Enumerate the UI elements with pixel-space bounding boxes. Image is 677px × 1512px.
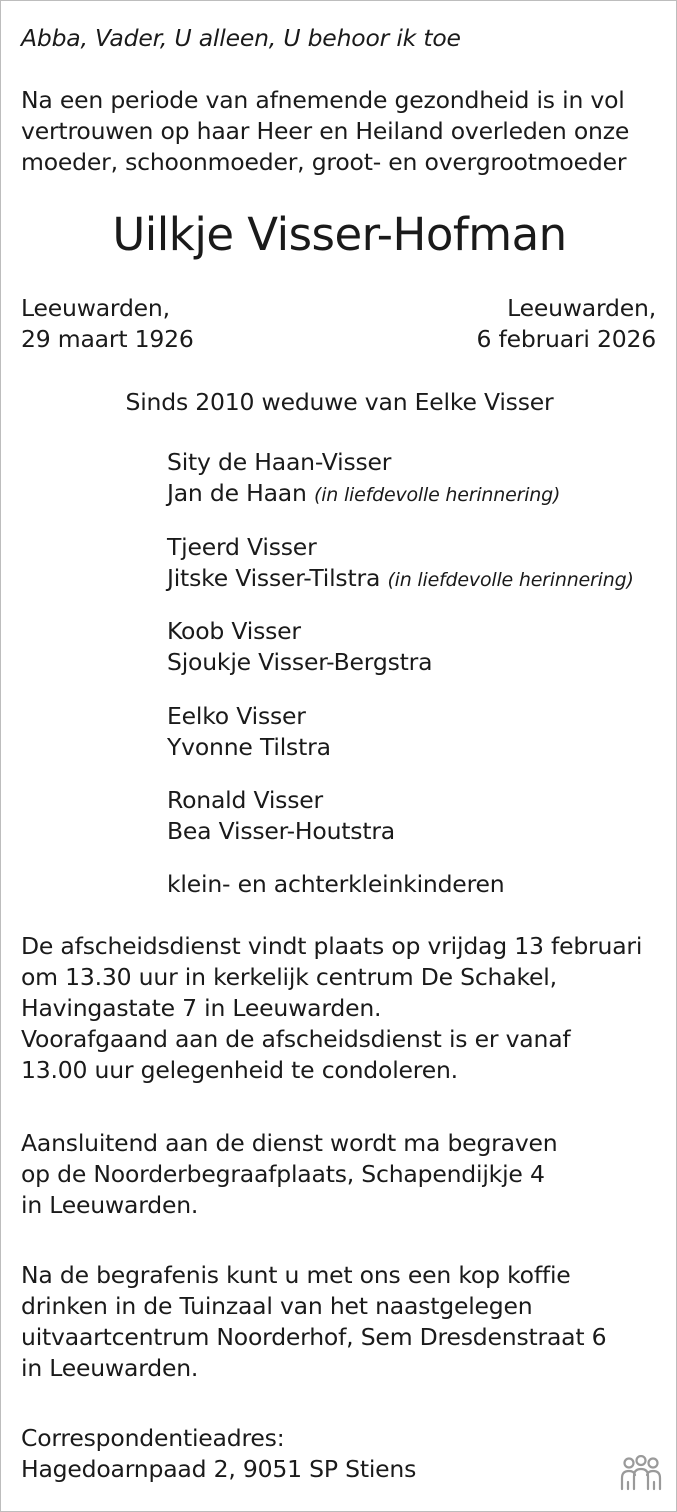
- coffee-line: in Leeuwarden.: [21, 1354, 199, 1382]
- intro-line: moeder, schoonmoeder, groot- en overgrootmoeder: [21, 148, 627, 176]
- correspondence-address: Hagedoarnpaad 2, 9051 SP Stiens: [21, 1455, 417, 1483]
- family-entry: [167, 616, 432, 678]
- birth-info: [21, 293, 194, 355]
- memorial-note: (in liefdevolle herinnering): [314, 484, 561, 506]
- family-member-partner: Jitske Visser-Tilstra (in liefdevolle herinnering): [167, 564, 634, 592]
- service-paragraph: [21, 931, 642, 1086]
- people-group-icon: [618, 1455, 664, 1493]
- burial-line: op de Noorderbegraafplaats, Schapendijkje 4: [21, 1160, 545, 1188]
- family-entry: [167, 447, 560, 511]
- coffee-line: Na de begrafenis kunt u met ons een kop koffie: [21, 1261, 571, 1289]
- motto: Abba, Vader, U alleen, U behoor ik toe: [21, 24, 461, 52]
- burial-paragraph: [21, 1128, 557, 1221]
- service-line: Havingastate 7 in Leeuwarden.: [21, 994, 382, 1022]
- family-member-partner: Sjoukje Visser-Bergstra: [167, 648, 433, 676]
- coffee-paragraph: [21, 1260, 606, 1384]
- intro-line: vertrouwen op haar Heer en Heiland overleden onze: [21, 117, 630, 145]
- coffee-line: uitvaartcentrum Noorderhof, Sem Dresdenstraat 6: [21, 1323, 607, 1351]
- deceased-name: Uilkje Visser-Hofman: [112, 208, 567, 261]
- death-date: 6 februari 2026: [476, 325, 656, 353]
- family-member: Koob Visser: [167, 617, 301, 645]
- family-member-partner: Bea Visser-Houtstra: [167, 817, 395, 845]
- service-line: om 13.30 uur in kerkelijk centrum De Schakel,: [21, 963, 557, 991]
- memorial-note: (in liefdevolle herinnering): [387, 569, 634, 591]
- family-entry: [167, 701, 331, 763]
- family-entry: [167, 532, 634, 596]
- family-member: Tjeerd Visser: [167, 533, 317, 561]
- service-line: De afscheidsdienst vindt plaats op vrijdag 13 februari: [21, 932, 643, 960]
- family-member-partner: Jan de Haan (in liefdevolle herinnering): [167, 479, 561, 507]
- family-member: Eelko Visser: [167, 702, 306, 730]
- intro-line: Na een periode van afnemende gezondheid is in vol: [21, 86, 625, 114]
- service-line: Voorafgaand aan de afscheidsdienst is er vanaf: [21, 1025, 571, 1053]
- birth-date: 29 maart 1926: [21, 325, 194, 353]
- family-member: Ronald Visser: [167, 786, 323, 814]
- burial-line: in Leeuwarden.: [21, 1191, 199, 1219]
- birth-place: Leeuwarden,: [21, 294, 170, 322]
- family-member-partner: Yvonne Tilstra: [167, 733, 331, 761]
- coffee-line: drinken in de Tuinzaal van het naastgelegen: [21, 1292, 533, 1320]
- family-entry: [167, 785, 395, 847]
- burial-line: Aansluitend aan de dienst wordt ma begraven: [21, 1129, 558, 1157]
- death-info: [477, 293, 657, 355]
- service-line: 13.00 uur gelegenheid te condoleren.: [21, 1056, 458, 1084]
- family-member: Sity de Haan-Visser: [167, 448, 392, 476]
- correspondence-block: [21, 1423, 416, 1485]
- intro-paragraph: [21, 85, 629, 178]
- death-place: Leeuwarden,: [507, 294, 656, 322]
- correspondence-label: Correspondentieadres:: [21, 1424, 285, 1452]
- widow-line: Sinds 2010 weduwe van Eelke Visser: [125, 388, 554, 416]
- grandchildren-line: klein- en achterkleinkinderen: [167, 870, 505, 898]
